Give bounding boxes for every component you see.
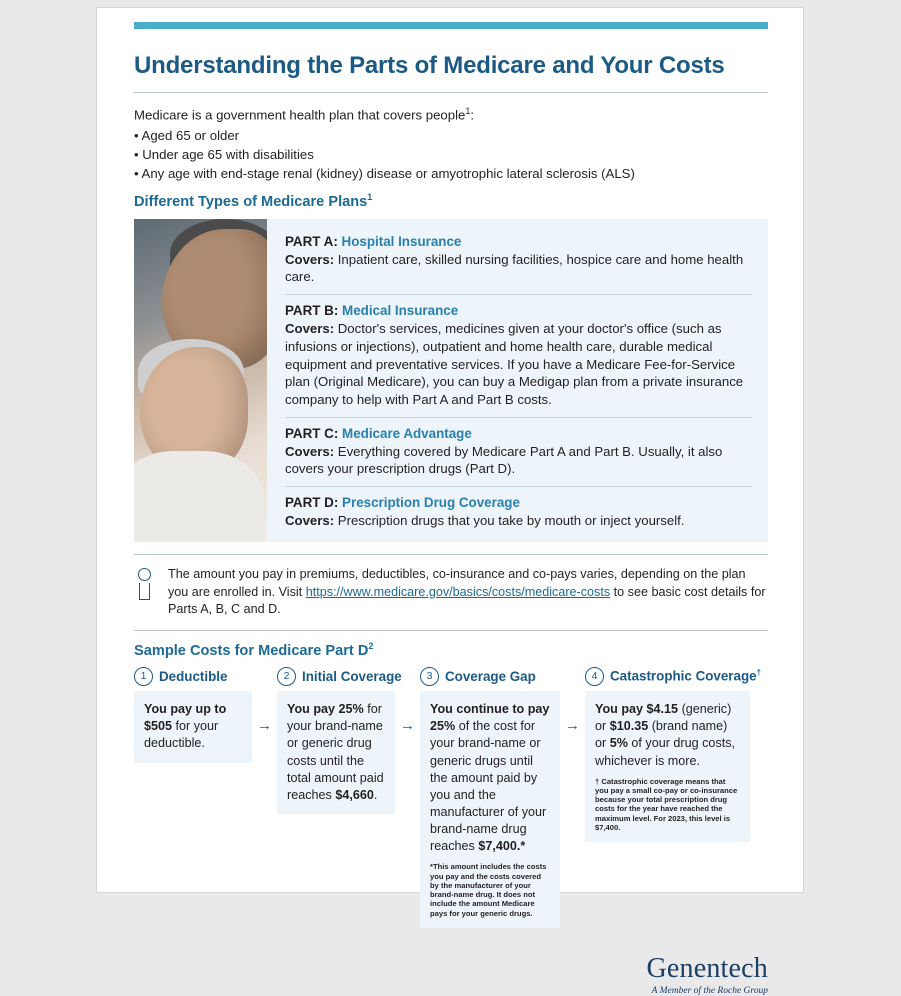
part-b-covers-text: Doctor's services, medicines given at your doctor's office (such as infusions or injections), outpatient and home health care, durable medical equipment and preventative services. If you have a Medicare Fee-for-Service plan (Original Medicare), you can buy a Medigap plan from a private insurance company to help with Part A and Part B costs.: [285, 321, 744, 407]
intro-text: Medicare is a government health plan that covers people$^1$:: [134, 106, 475, 123]
part-d-body: [285, 512, 752, 530]
part-a-name: Hospital Insurance: [341, 233, 462, 249]
phase-1-label: Deductible: [159, 668, 228, 684]
phase-4-header: [585, 665, 762, 687]
phase-4-label-text: Catastrophic Coverage: [610, 668, 757, 684]
part-d-covers-text: Prescription drugs that you take by mouth or inject yourself.: [334, 512, 685, 528]
part-c-covers-text: Everything covered by Medicare Part A and Part B. Usually, it also covers your prescription drugs (Part D).: [285, 443, 723, 477]
parts-list: [267, 219, 768, 542]
phase-1-body: You pay up to $505 for your deductible.: [134, 691, 252, 762]
intro-footnote-marker: 1: [465, 106, 471, 117]
logo-area: [134, 934, 768, 996]
eligibility-bullets: [134, 126, 768, 183]
arrow-icon-1: →: [257, 717, 272, 735]
part-a-covers-label: Covers:: [285, 251, 335, 267]
part-c-covers-label: Covers:: [285, 443, 335, 459]
phase-2-body: You pay 25% for your brand-name or generic drug costs until the total amount paid reaches $4,660.: [277, 691, 395, 814]
part-b-covers-label: Covers:: [285, 321, 335, 337]
arrow-icon-2: →: [400, 717, 415, 735]
phase-3-label: Coverage Gap: [445, 668, 536, 684]
phase-4-number: 4: [585, 667, 604, 686]
arrow-icon-3: →: [565, 717, 580, 735]
lightbulb-icon: [134, 566, 156, 620]
document-body: [134, 22, 768, 996]
document-page: [97, 8, 803, 996]
plans-section-heading: [134, 192, 768, 210]
page-title: Understanding the Parts of Medicare and Your Costs: [134, 52, 725, 79]
cost-phases: [134, 665, 768, 928]
part-c-body: [285, 443, 752, 478]
cost-note-text: [168, 566, 768, 620]
part-b-name: Medical Insurance: [342, 303, 459, 319]
intro-sentence: Medicare is a government health plan that covers people: [134, 107, 466, 123]
part-c: [285, 417, 752, 478]
part-a: [285, 234, 752, 286]
part-a-label: PART A:: [285, 233, 338, 249]
part-a-body: [285, 251, 752, 286]
title-divider: [134, 92, 768, 93]
phase-4-text: You pay $4.15 (generic) or $10.35 (brand name) or 5% of your drug costs, whichever is more.: [595, 702, 736, 768]
list-item: • Any age with end-stage renal (kidney) disease or amyotrophic lateral sclerosis (ALS): [134, 165, 635, 181]
couple-photo: [134, 219, 267, 542]
medicare-parts-panel: [134, 219, 768, 542]
phase-2-label: Initial Coverage: [302, 668, 402, 684]
phase-3-body: [420, 691, 560, 928]
phase-2-number: 2: [277, 667, 296, 686]
note-divider-top: [134, 554, 768, 555]
accent-bar: [134, 22, 768, 29]
phase-3-number: 3: [420, 667, 439, 686]
phase-3-header: [420, 665, 560, 687]
list-item: • Under age 65 with disabilities: [134, 146, 314, 162]
part-b-body: [285, 320, 752, 408]
phase-3-footnote: *This amount includes the costs you pay and the costs covered by the manufacturer of your brand-name drug. It does not include the amount Medicare pays for your generic drugs.: [430, 862, 547, 918]
phase-4-label: [610, 668, 761, 683]
part-d-covers-label: Covers:: [285, 512, 335, 528]
sample-heading-footnote-marker: 2: [368, 641, 374, 652]
logo-tagline: A Member of the Roche Group: [651, 985, 768, 996]
sample-heading-text: Sample Costs for Medicare Part D: [134, 643, 369, 660]
genentech-logo: [646, 953, 768, 996]
sample-costs-heading: [134, 641, 768, 659]
list-item: • Aged 65 or older: [134, 127, 240, 143]
phase-deductible: [134, 665, 252, 762]
phase-3-text: You continue to pay 25% of the cost for your brand-name or generic drugs until the amount paid by you and the manufacturer of your brand-name drug reaches $7,400.*: [430, 702, 550, 854]
part-c-heading: [285, 426, 752, 441]
phase-coverage-gap: [420, 665, 560, 928]
plans-heading-footnote-marker: 1: [367, 191, 373, 202]
phase-initial-coverage: [277, 665, 402, 814]
logo-wordmark: Genentech: [646, 952, 768, 984]
part-d: [285, 486, 752, 530]
phase-4-footnote: † Catastrophic coverage means that you pay a small co-pay or co-insurance because your total prescription drug costs for the year have reached the maximum level. For 2023, this level is $7,400.: [595, 776, 738, 832]
phase-1-header: [134, 665, 252, 687]
note-divider-bottom: [134, 630, 768, 631]
medicare-costs-link[interactable]: https://www.medicare.gov/basics/costs/medicare-costs: [305, 584, 611, 599]
part-a-heading: [285, 234, 752, 249]
phase-4-footnote-marker: †: [756, 668, 762, 678]
phase-4-body: [585, 691, 750, 842]
phase-catastrophic-coverage: [585, 665, 762, 842]
part-b: [285, 294, 752, 408]
phase-2-header: [277, 665, 402, 687]
part-d-label: PART D:: [285, 494, 339, 510]
part-b-heading: [285, 303, 752, 318]
part-d-name: Prescription Drug Coverage: [342, 494, 520, 510]
part-b-label: PART B:: [285, 303, 339, 319]
part-a-covers-text: Inpatient care, skilled nursing facilities, hospice care and home health care.: [285, 251, 744, 285]
note-text-after: to see basic cost details for Parts A, B, C and D.: [168, 584, 766, 617]
plans-heading-text: Different Types of Medicare Plans: [134, 193, 368, 210]
note-text-before: The amount you pay in premiums, deductibles, co-insurance and co-pays varies, depending on the plan you are enrolled in. Visit: [168, 566, 746, 599]
part-d-heading: [285, 495, 752, 510]
part-c-label: PART C:: [285, 425, 339, 441]
cost-note: [134, 566, 768, 620]
phase-1-number: 1: [134, 667, 153, 686]
part-c-name: Medicare Advantage: [342, 425, 472, 441]
